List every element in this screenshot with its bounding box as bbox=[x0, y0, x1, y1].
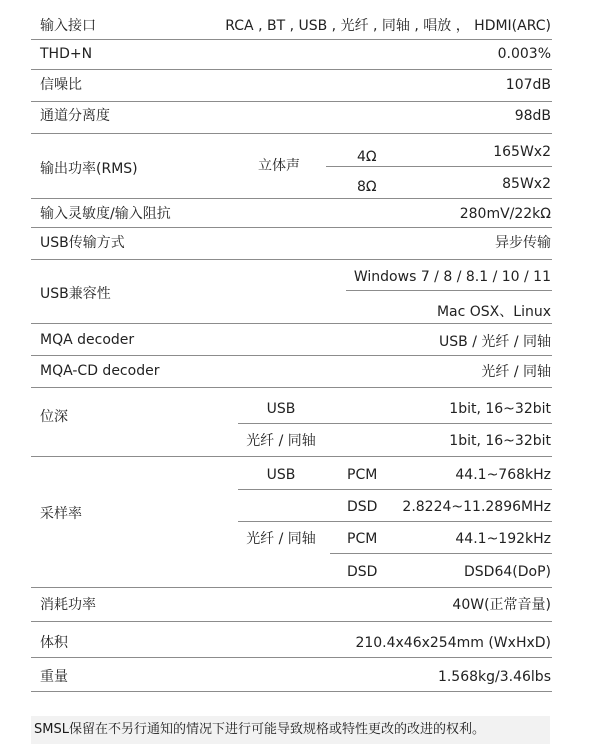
usb-compat-mac: Mac OSX、Linux bbox=[436, 304, 551, 320]
sub-row-divider bbox=[326, 166, 552, 167]
bit-depth-value-coax: 1bit, 16~32bit bbox=[449, 433, 551, 449]
weight-label: 重量 bbox=[40, 669, 68, 685]
mqa-decoder-label: MQA decoder bbox=[40, 332, 135, 348]
mqa-cd-decoder-label: MQA-CD decoder bbox=[40, 363, 160, 379]
dimensions-value: 210.4x46x254mm (WxHxD) bbox=[355, 635, 551, 651]
input-sensitivity-label: 输入灵敏度/输入阻抗 bbox=[40, 206, 171, 222]
usb-transfer-value: 异步传输 bbox=[495, 235, 551, 251]
output-power-load-4ohm: 4Ω bbox=[357, 149, 377, 165]
bit-depth-label: 位深 bbox=[40, 409, 68, 425]
usb-transfer-label: USB传输方式 bbox=[40, 235, 125, 251]
sample-rate-source-coax: 光纤 / 同轴 bbox=[246, 531, 316, 547]
output-power-mode: 立体声 bbox=[258, 158, 300, 174]
sub-row-divider bbox=[238, 489, 552, 490]
channel-separation-label: 通道分离度 bbox=[40, 108, 110, 124]
sample-rate-coax-dsd-format: DSD bbox=[347, 564, 378, 580]
weight-value: 1.568kg/3.46lbs bbox=[437, 669, 551, 685]
bit-depth-source-usb: USB bbox=[266, 401, 296, 417]
channel-separation-value: 98dB bbox=[514, 108, 551, 124]
input-sensitivity-value: 280mV/22kΩ bbox=[459, 206, 551, 222]
row-divider bbox=[31, 456, 552, 457]
sub-row-divider bbox=[346, 290, 552, 291]
row-divider bbox=[31, 387, 552, 388]
output-power-value-4ohm: 165Wx2 bbox=[493, 144, 551, 160]
row-divider bbox=[31, 691, 552, 692]
mqa-decoder-value: USB / 光纤 / 同轴 bbox=[439, 334, 551, 350]
input-interface-value: RCA , BT , USB , 光纤 , 同轴 , 唱放 ， HDMI(ARC) bbox=[225, 18, 551, 34]
bit-depth-value-usb: 1bit, 16~32bit bbox=[449, 401, 551, 417]
sample-rate-usb-dsd-value: 2.8224~11.2896MHz bbox=[402, 499, 551, 515]
snr-label: 信噪比 bbox=[40, 77, 82, 93]
row-divider bbox=[31, 198, 552, 199]
sample-rate-usb-pcm-format: PCM bbox=[347, 467, 378, 483]
sample-rate-usb-pcm-value: 44.1~768kHz bbox=[455, 467, 551, 483]
sample-rate-coax-pcm-format: PCM bbox=[347, 531, 378, 547]
snr-value: 107dB bbox=[505, 77, 551, 93]
input-interface-label: 输入接口 bbox=[40, 18, 96, 34]
row-divider bbox=[31, 323, 552, 324]
sub-row-divider bbox=[238, 521, 552, 522]
row-divider bbox=[31, 355, 552, 356]
mqa-cd-decoder-value: 光纤 / 同轴 bbox=[481, 364, 551, 380]
row-divider bbox=[31, 621, 552, 622]
row-divider bbox=[31, 133, 552, 134]
row-divider bbox=[31, 39, 552, 40]
row-divider bbox=[31, 657, 552, 658]
output-power-load-8ohm: 8Ω bbox=[357, 179, 377, 195]
output-power-value-8ohm: 85Wx2 bbox=[502, 176, 551, 192]
sample-rate-usb-dsd-format: DSD bbox=[347, 499, 378, 515]
bit-depth-source-coax: 光纤 / 同轴 bbox=[246, 433, 316, 449]
row-divider bbox=[31, 259, 552, 260]
dimensions-label: 体积 bbox=[40, 635, 68, 651]
thd-n-label: THD+N bbox=[40, 46, 93, 62]
sub-row-divider bbox=[238, 423, 552, 424]
sample-rate-coax-dsd-value: DSD64(DoP) bbox=[464, 564, 551, 580]
sample-rate-label: 采样率 bbox=[40, 506, 82, 522]
power-consumption-label: 消耗功率 bbox=[40, 597, 96, 613]
row-divider bbox=[31, 69, 552, 70]
power-consumption-value: 40W(正常音量) bbox=[452, 597, 551, 613]
sub-row-divider bbox=[330, 553, 552, 554]
row-divider bbox=[31, 227, 552, 228]
output-power-label: 输出功率(RMS) bbox=[40, 161, 138, 177]
sample-rate-source-usb: USB bbox=[266, 467, 296, 483]
usb-compat-label: USB兼容性 bbox=[40, 286, 111, 302]
sample-rate-coax-pcm-value: 44.1~192kHz bbox=[455, 531, 551, 547]
footer-notice: SMSL保留在不另行通知的情况下进行可能导致规格或特性更改的改进的权利。 bbox=[34, 722, 485, 737]
usb-compat-windows: Windows 7 / 8 / 8.1 / 10 / 11 bbox=[353, 269, 551, 285]
row-divider bbox=[31, 587, 552, 588]
thd-n-value: 0.003% bbox=[497, 46, 551, 62]
row-divider bbox=[31, 101, 552, 102]
